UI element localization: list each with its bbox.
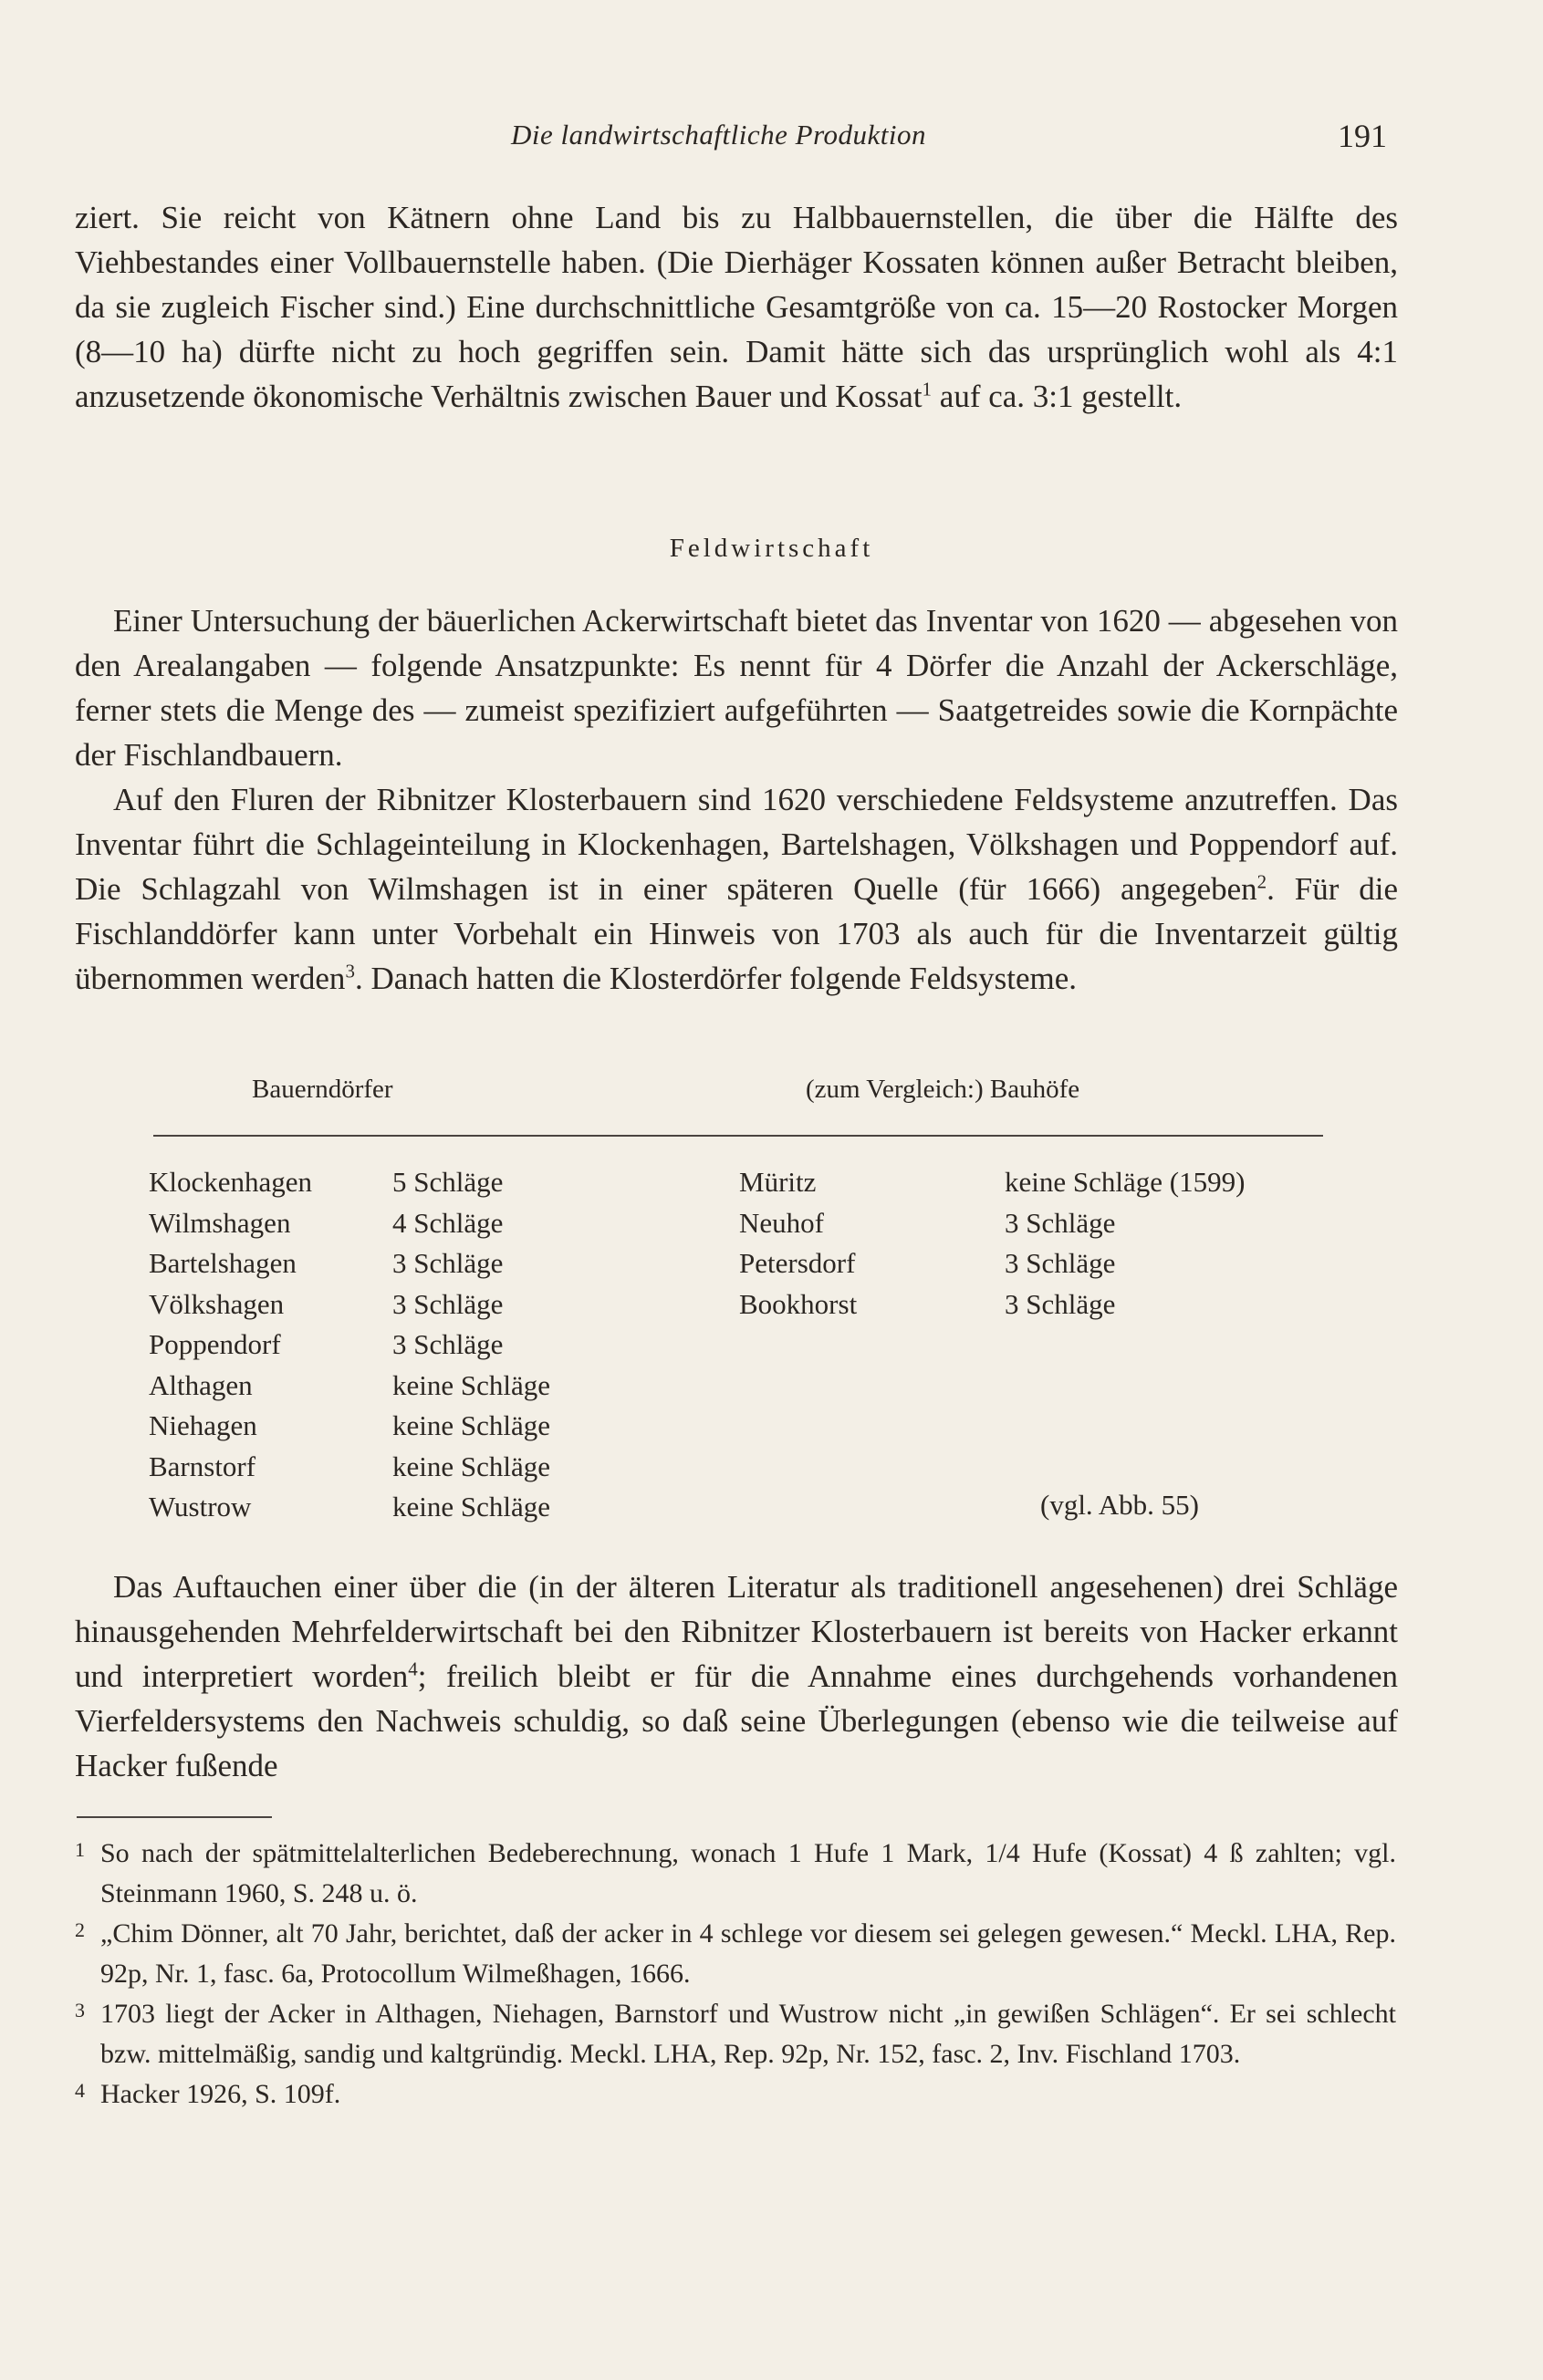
paragraph-field-systems-part1: Auf den Fluren der Ribnitzer Klosterbauern sind 1620 verschiedene Feldsysteme anzutreffen. Das Inventar führt die Schlageinteilung in Klockenhagen, Bartelshagen, Völkshagen und Poppendorf auf. Die Schlagzahl von Wilmshagen ist in einer späteren Quelle (für 1666) angegeben <box>75 782 1398 907</box>
table-cell: 3 Schläge <box>392 1328 504 1360</box>
table-cell: Barnstorf <box>149 1450 256 1482</box>
paragraph-field-systems-part2: . Für die Fischlanddörfer kann unter Vorbehalt ein Hinweis von 1703 als auch für die Inventarzeit gültig übernommen werden <box>75 871 1398 996</box>
footnote-ref-1: 1 <box>922 378 933 400</box>
footnote-text: Hacker 1926, S. 109f. <box>100 2079 341 2109</box>
table-cell: Petersdorf <box>739 1247 856 1279</box>
table-cell: Bartelshagen <box>149 1247 297 1279</box>
table-cell: Bookhorst <box>739 1287 858 1320</box>
page-header <box>73 117 1387 162</box>
figure-reference: (vgl. Abb. 55) <box>1040 1489 1199 1521</box>
table-cell: keine Schläge <box>392 1368 551 1401</box>
footnote-number: 2 <box>75 1918 85 1941</box>
table-cell: 3 Schläge <box>1005 1206 1116 1239</box>
footnote-text: 1703 liegt der Acker in Althagen, Niehagen, Barnstorf und Wustrow nicht „in gewißen Schlägen“. Er sei schlecht bzw. mittelmäßig, sandig und kaltgründig. Meckl. LHA, Rep. 92p, Nr. 152, fasc. 2, Inv. Fischland 1703. <box>100 1999 1396 2069</box>
table-cell: 3 Schläge <box>392 1287 504 1320</box>
footnote-rule <box>77 1816 272 1818</box>
table-cell: 3 Schläge <box>392 1247 504 1279</box>
footnote-number: 1 <box>75 1838 85 1861</box>
village-values-column <box>392 1162 550 1528</box>
paragraph-field-systems <box>75 777 1398 1001</box>
farm-values-column <box>1005 1162 1245 1325</box>
paragraph-hacker-part2: ; freilich bleibt er für die Annahme eines durchgehends vorhandenen Vierfeldersystems den Nachweis schuldig, so daß seine Überlegungen (ebenso wie die teilweise auf Hacker fußende <box>75 1658 1399 1783</box>
footnote-number: 4 <box>75 2079 85 2102</box>
paragraph-intro <box>75 195 1398 419</box>
farm-names-column <box>739 1162 857 1325</box>
footnote-ref-4: 4 <box>408 1658 418 1680</box>
table-cell: Niehagen <box>149 1409 257 1441</box>
footnote <box>75 2074 1396 2115</box>
table-cell: 5 Schläge <box>392 1166 504 1198</box>
section-title: Feldwirtschaft <box>669 534 874 563</box>
table-cell: keine Schläge <box>392 1409 551 1441</box>
paragraph-intro-tail: auf ca. 3:1 gestellt. <box>932 379 1183 414</box>
paragraph-field-systems-part3: . Danach hatten die Klosterdörfer folgende Feldsysteme. <box>354 961 1078 996</box>
footnote-text: „Chim Dönner, alt 70 Jahr, berichtet, daß der acker in 4 schlege vor diesem sei gelegen gewesen.“ Meckl. LHA, Rep. 92p, Nr. 1, fasc. 6a, Protocollum Wilmeßhagen, 1666. <box>100 1918 1396 1989</box>
footnote-ref-3: 3 <box>345 960 355 982</box>
table-cell: Althagen <box>149 1368 253 1401</box>
table-cell: Müritz <box>739 1166 817 1198</box>
table-cell: 3 Schläge <box>1005 1247 1116 1279</box>
table-cell: Völkshagen <box>149 1287 285 1320</box>
footnote <box>75 1914 1396 1994</box>
footnote-text: So nach der spätmittelalterlichen Bedeberechnung, wonach 1 Hufe 1 Mark, 1/4 Hufe (Kossat) 4 ß zahlten; vgl. Steinmann 1960, S. 248 u. ö. <box>100 1838 1396 1908</box>
running-title: Die landwirtschaftliche Produktion <box>511 119 926 151</box>
table-cell: Wilmshagen <box>149 1206 291 1239</box>
table-cell: Poppendorf <box>149 1328 281 1360</box>
table-cell: Neuhof <box>739 1206 824 1239</box>
table-cell: keine Schläge <box>392 1491 551 1523</box>
table-cell: keine Schläge (1599) <box>1005 1166 1246 1198</box>
table-cell: Wustrow <box>149 1491 252 1523</box>
paragraph-hacker-part1: Das Auftauchen einer über die (in der älteren Literatur als traditionell angesehenen) drei Schläge hinausgehenden Mehrfelderwirtschaft bei den Ribnitzer Klosterbauern ist bereits von Hacker erkannt und interpretiert worden <box>75 1569 1398 1694</box>
footnotes <box>75 1834 1396 2115</box>
table-cell: Klockenhagen <box>149 1166 313 1198</box>
footnote <box>75 1834 1396 1914</box>
paragraph-intro-text: ziert. Sie reicht von Kätnern ohne Land bis zu Halbbauernstellen, die über die Hälfte des Viehbestandes einer Vollbauernstelle haben. (Die Dierhäger Kossaten können außer Betracht bleiben, da sie zugleich Fischer sind.) Eine durchschnittliche Gesamtgröße von ca. 15—20 Rostocker Morgen (8—10 ha) dürfte nicht zu hoch gegriffen sein. Damit hätte sich das ursprünglich wohl als 4:1 anzusetzende ökonomische Verhältnis zwischen Bauer und Kossat <box>75 200 1398 414</box>
paragraph-hacker <box>75 1564 1398 1788</box>
table-head-farms: (zum Vergleich:) Bauhöfe <box>806 1075 1080 1104</box>
footnote <box>75 1994 1396 2074</box>
page-number: 191 <box>1338 118 1387 154</box>
paragraph-inventory: Einer Untersuchung der bäuerlichen Ackerwirtschaft bietet das Inventar von 1620 — abgesehen von den Arealangaben — folgende Ansatzpunkte: Es nennt für 4 Dörfer die Anzahl der Ackerschläge, ferner stets die Menge des — zumeist spezifiziert aufgeführten — Saatgetreides sowie die Kornpächte der Fischlandbauern. <box>75 603 1398 773</box>
footnote-number: 3 <box>75 1999 85 2021</box>
table-cell: 3 Schläge <box>1005 1287 1116 1320</box>
footnote-ref-2: 2 <box>1256 870 1267 893</box>
table-rule <box>153 1135 1323 1137</box>
village-names-column <box>149 1162 312 1528</box>
table-cell: 4 Schläge <box>392 1206 504 1239</box>
table-cell: keine Schläge <box>392 1450 551 1482</box>
table-header <box>0 1075 1543 1111</box>
table-head-villages: Bauerndörfer <box>252 1075 393 1104</box>
